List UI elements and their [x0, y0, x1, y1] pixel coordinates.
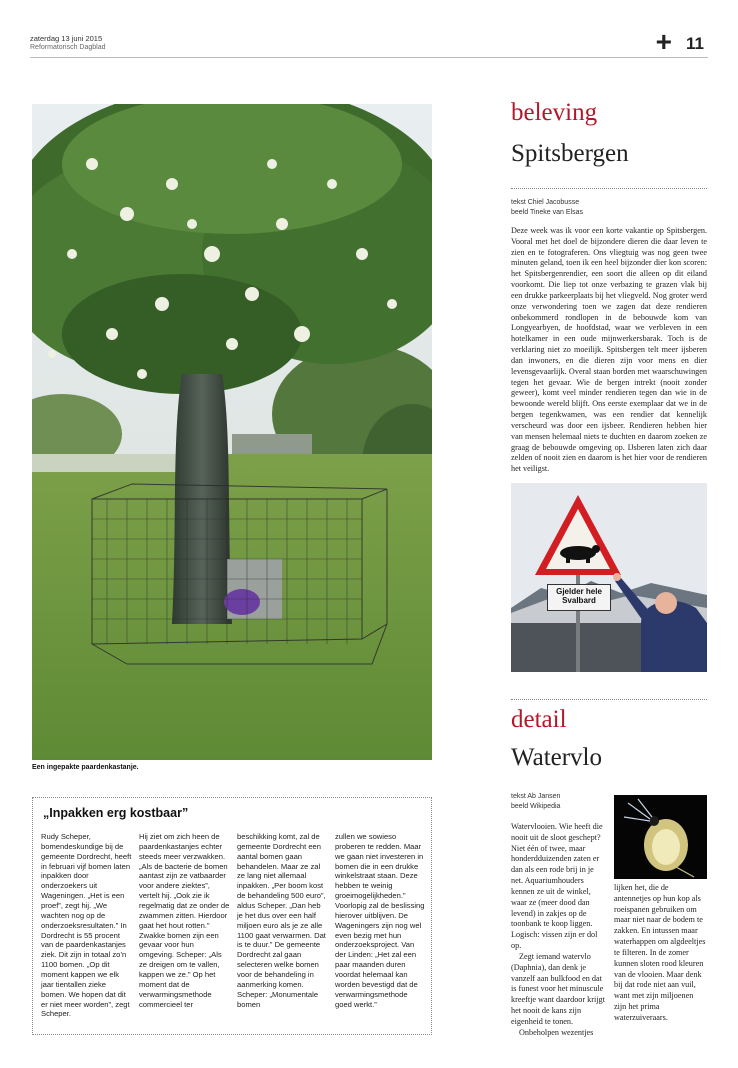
section-label-detail: detail	[511, 706, 567, 733]
body-paragraph: Zegt iemand watervlo (Daphnia), dan denk je vanzelf aan bulkfood en dat is funest voor het minuscule kreeftje want daardoor krijgt het nooit de kans zijn eigenheid te tonen.	[511, 951, 605, 1026]
sign-line-1: Gjelder hele	[556, 587, 602, 596]
sign-line-2: Svalbard	[562, 596, 596, 606]
masthead	[30, 26, 708, 58]
section-label-beleving: beleving	[511, 99, 598, 126]
photo-water-flea	[614, 795, 707, 879]
divider	[511, 188, 707, 189]
headline-spitsbergen: Spitsbergen	[511, 140, 629, 167]
body-paragraph: Deze week was ik voor een korte vakantie op Spitsbergen. Vooral met het doel de bijzondere dieren die daar leven te zien en te fotograferen. Ons vliegtuig was nog geen twee minuten geland, toen ik een heel bijzonder dier kon scoren: het Spitsbergenrendier, een soort die alleen op dit eiland voorkomt. Die liep tot onze verbazing te grazen vlak bij een drukke parkeerplaats bij het vliegveld. Nog groter werd onze verwondering toen we zagen dat deze rendieren onbekommerd rondlopen in de bebouwde kom van Longyearbyen, de hoofdstad, waar we verbleven in een hotelkamer in een oude mijnwerkersbarak. Toch is de verklaring niet zo moeilijk. Spitsbergen telt meer ijsberen dan inwoners, en die dieren zijn voor mens en dier levensgevaarlijk. Overal staan borden met waarschuwingen tegen het gevaar. Wie de bergen intrekt (nooit zonder geweer), komt veel minder rendieren tegen dan wie in de bewoonde wereld blijft. Ons eerste exemplaar dat we in de bergen tegenkwamen, was een rendier dat kennelijk verscheurd was door een ijsbeer. Rendieren hebben hier van mensen helemaal niets te duchten en daarom zoeken ze graag de bebouwde omgeving op. IJsberen laten zich daar zelden of nooit zien en daarom is het hier voor de rendieren het veiligst.	[511, 226, 707, 474]
main-photo-caption: Een ingepakte paardenkastanje.	[32, 764, 139, 771]
main-photo-chestnut-tree	[32, 104, 432, 760]
credits-watervlo	[511, 792, 560, 812]
box-headline: „Inpakken erg kostbaar”	[43, 806, 189, 820]
page-number: 11	[686, 34, 704, 53]
credits-spitsbergen	[511, 198, 583, 218]
article-body-watervlo-col2	[614, 883, 707, 1024]
article-body-watervlo-col1	[511, 822, 607, 1039]
body-paragraph: lijken het, die de antennetjes op hun kop als roeispanen gebruiken om maar niet naar de bodem te zakken. En intussen maar waterhappen om algdeeltjes te filteren. In de zomer kunnen sloten rood kleuren van de vlooien. Maar denk bij dat rode niet aan vuil, want met zijn miljoenen zijn het prima waterzuiveraars.	[614, 883, 706, 1022]
plus-logo-icon: +	[655, 26, 672, 57]
photo-polar-bear-sign	[511, 483, 707, 672]
article-body-spitsbergen	[511, 226, 707, 475]
credit-photo: beeld Wikipedia	[511, 803, 561, 811]
credit-text: tekst Ab Jansen	[511, 793, 561, 800]
headline-watervlo: Watervlo	[511, 744, 603, 771]
body-paragraph: Onbeholpen wezentjes	[519, 1027, 594, 1037]
credit-photo: beeld Tineke van Elsas	[511, 209, 583, 217]
issue-date: zaterdag 13 juni 2015	[30, 34, 103, 43]
box-column-2: Hij ziet om zich heen de paardenkastanjes echter steeds meer verzwakken. „Als de bacterie de bomen aantast zijn ze vatbaarder voor andere ziektes”, vertelt hij. „Ook zie ik regelmatig dat ze onder de zwammen zitten. Hierdoor gaat het hout rotten.” Zwakke bomen zijn een gevaar voor hun omgeving. Scheper: „Als ze dreigen om te vallen, kappen we ze.” Op het moment dat de verwarmingsmethode commercieel ter	[139, 832, 230, 1009]
credit-text: tekst Chiel Jacobusse	[511, 199, 580, 206]
body-paragraph: Watervlooien. Wie heeft die nooit uit de sloot geschept? Niet één of twee, maar honderdduizenden zaten er dan als een rode brij in je net. Aquariumhouders kennen ze uit de winkel, waar ze (meer dood dan levend) in zakjes op de toonbank te koop liggen. Logisch: vissen zijn er dol op.	[511, 822, 603, 951]
box-column-3: beschikking komt, zal de gemeente Dordrecht een aantal bomen gaan behandelen. Maar ze zal ze lang niet allemaal inpakken. „Per boom kost de behandeling 500 euro”, aldus Scheper. „Dan heb je het dus over een half miljoen euro als je ze alle 1100 gaat verwarmen. Dat is te duur.” De gemeente Dordrecht zal gaan selecteren welke bomen voor de behandeling in aanmerking komen. Scheper: „Monumentale bomen	[237, 832, 326, 1009]
divider	[511, 699, 707, 700]
newspaper-name: Reformatorisch Dagblad	[30, 44, 106, 51]
sign-plate	[547, 584, 611, 611]
box-column-4: zullen we sowieso proberen te redden. Maar we gaan niet investeren in bomen die in een drukke winkelstraat staan. Deze hebben te weinig groeimogelijkheden.” Voorlopig zal de beslissing hierover uitblijven. De Wageningers zijn nog wel even bezig met hun onderzoeksproject. Van der Linden: „Het zal een paar maanden duren voordat helemaal kan worden bevestigd dat de verwarmingsmethode goed werkt.”	[335, 832, 425, 1009]
sidebar-box-article	[32, 797, 432, 1035]
box-column-1: Rudy Scheper, bomendeskundige bij de gemeente Dordrecht, heeft in februari vijf bomen laten inpakken door onderzoekers uit Wageningen. „Het is een proef”, zegt hij. „We wachten nog op de onderzoeksresultaten.” In Dordrecht is 55 procent van de paardenkastanjes ziek. Dit zijn in totaal zo’n 1100 bomen. „Op dit moment kappen we elk jaar tientallen zieke bomen. We hopen dat dit er niet meer worden”, zegt Scheper.	[41, 832, 132, 1019]
